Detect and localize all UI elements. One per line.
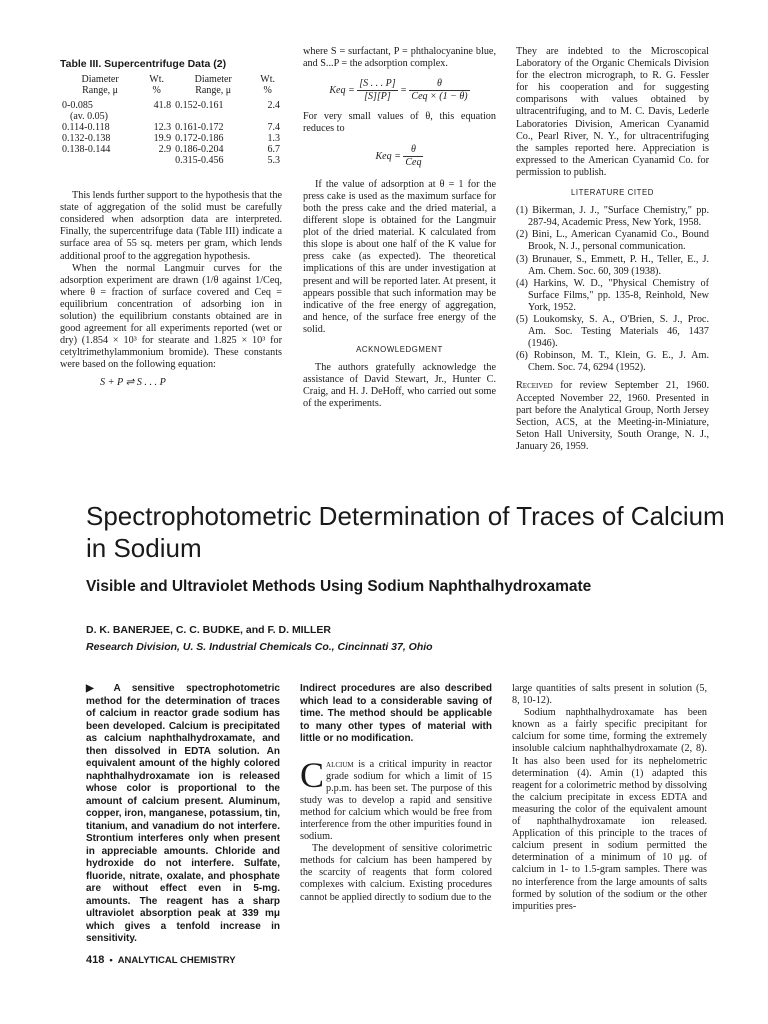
table-row: 0.114-0.118 12.3 0.161-0.172 7.4 — [62, 122, 280, 134]
table-header: Diameter Range, μ — [81, 74, 119, 97]
list-item: (3) Brunauer, S., Emmett, P. H., Teller, E., J. Am. Chem. Soc. 60, 309 (1938). — [516, 253, 709, 277]
top-column-3 — [516, 46, 709, 453]
top-column-1 — [60, 58, 282, 394]
section-heading: LITERATURE CITED — [570, 188, 655, 198]
equation-keq-reduced: Keq = $\frac{\theta}{\text{Ceq}}$ — [375, 143, 422, 168]
paragraph: The development of sensitive colorimetric methods for calcium has been hampered by the scarcity of reagents that form colored complexes with calcium. Existing procedures cannot be applied directly to sodium due to the — [300, 843, 492, 903]
table-row: (av. 0.05) — [70, 111, 108, 123]
reference-list — [516, 205, 709, 374]
top-column-2 — [303, 46, 496, 410]
bullet-icon: • — [109, 955, 113, 966]
paragraph: Sodium naphthalhydroxamate has been known as a fairly specific precipitant for calcium for some time, forming the extremely insoluble calcium naphthalhydroxamate (2, 8). It has also been used for its nephelometric determination (4). Amin (1) adapted this reagent for a colorimetric method by dissolving the calcium precipitate in excess EDTA and measuring the color of the equivalent amount of naphthalhydroxamate ion released. Application of this principle to the traces of calcium present in sodium permitted the determination of a minimum of 10 μg. of calcium in 1- to 1.5-gram samples. There was no interference from the large amounts of salts formed by solution of the sodium or the other impurities pres- — [512, 707, 707, 912]
table-header: Wt. % — [149, 74, 165, 97]
list-item: (6) Robinson, M. T., Klein, G. E., J. Am. Chem. Soc. 74, 6294 (1952). — [516, 350, 709, 374]
table-row: 0.132-0.138 19.9 0.172-0.186 1.3 — [62, 133, 280, 145]
affiliation: Research Division, U. S. Industrial Chemicals Co., Cincinnati 37, Ohio — [86, 641, 433, 653]
table-row: 0.315-0.456 5.3 — [175, 155, 280, 167]
paragraph: They are indebted to the Microscopical Laboratory of the Organic Chemicals Division for the electron micrograph, to R. G. Fessler for his cooperation and for suggesting comparisons with values obtained by ultracentrifuging, and to M. C. Davis, Lederle Laboratories Division, American Cyanamid Co., Pearl River, N. Y., for ultracentrifuging the samples reported here. Appreciation is expressed to the American Cyanamid Co. for permission to publish. — [516, 46, 709, 178]
abstract-text: ▶ A sensitive spectrophotometric method for the determination of traces of calcium in reactor grade sodium has been developed. Calcium is precipitated as calcium naphthalhydroxamate, and then dissolved in EDTA solution. An equivalent amount of the highly colored naphthalhydroxamate ion is released whose color is proportional to the amount of calcium present. Aluminum, copper, iron, manganese, potassium, tin, titanium, and vanadium do not interfere. Strontium interferes only when present in appreciable amounts. Chloride and hydroxide do not interfere. Sulfate, fluoride, nitrate, oxalate, and phosphate are without effect even in 5-mg. amounts. The reagent has a sharp ultraviolet absorption peak at 339 mμ which gives a tenfold increase in sensitivity. — [86, 683, 280, 944]
page-footer — [86, 954, 236, 966]
paragraph: The authors gratefully acknowledge the assistance of David Stewart, Jr., Hunter C. Craig, and H. J. DeHoff, who carried out some of the experiments. — [303, 362, 496, 410]
triangle-icon: ▶ — [86, 683, 103, 694]
abstract — [86, 683, 280, 946]
bottom-column-2 — [300, 683, 492, 904]
page-number: 418 — [86, 954, 105, 966]
list-item: (2) Bini, L., American Cyanamid Co., Bound Brook, N. J., personal communication. — [516, 229, 709, 253]
paragraph: Calcium is a critical impurity in reactor grade sodium for which a limit of 15 p.p.m. has been set. The purpose of this study was to develop a rapid and sensitive method for calcium which would be free from interference from the other impurities found in sodium. — [300, 754, 492, 843]
list-item: (1) Bikerman, J. J., "Surface Chemistry," pp. 287-94, Academic Press, New York, 1958. — [516, 205, 709, 229]
list-item: (4) Harkins, W. D., "Physical Chemistry of Surface Films," pp. 135-8, Reinhold, New York, 1952. — [516, 277, 709, 313]
table-header: Diameter Range, μ — [194, 74, 232, 97]
paragraph: When the normal Langmuir curves for the adsorption experiment are drawn (1/θ against 1/Ceq, where θ = fraction of surface covered and Ceq = equilibrium concentration of adsorbing ion in solution) the equilibrium constants obtained are in good agreement for all experiments reported (wet or dry) (1.854 × 10³ for stearate and 1.825 × 10³ for cetyltrimethylammonium bromide). These constants were based on the following equation: — [60, 262, 282, 371]
abstract-text-cont: Indirect procedures are also described which lead to a considerable saving of time. The method should be applicable to many other types of material with little or no modification. — [300, 683, 492, 744]
journal-name: ANALYTICAL CHEMISTRY — [117, 955, 236, 966]
authors: D. K. BANERJEE, C. C. BUDKE, and F. D. MILLER — [86, 624, 332, 636]
section-heading: ACKNOWLEDGMENT — [356, 344, 443, 354]
equation: S + P ⇌ S . . . P — [100, 376, 166, 388]
table-3-title: Table III. Supercentrifuge Data (2) — [60, 58, 227, 70]
article-title: Spectrophotometric Determination of Traces of Calcium in Sodium — [86, 501, 725, 563]
paragraph: large quantities of salts present in solution (5, 8, 10-12). — [512, 683, 707, 707]
article-subtitle: Visible and Ultraviolet Methods Using Sodium Naphthalhydroxamate — [86, 578, 592, 595]
received-note: Received for review September 21, 1960. Accepted November 22, 1960. Presented in part before the Analytical Group, North Jersey Section, ACS, at the Meeting-in-Miniature, Seton Hall University, South Orange, N. J., January 26, 1959. — [516, 380, 709, 452]
equation-keq: Keq = $\frac{[S . . . P]}{[S][P]}$ = $\frac{\theta}{\text{Ceq × (1 − θ)}}$ — [329, 78, 468, 103]
drop-cap: C — [300, 754, 325, 795]
paragraph: where S = surfactant, P = phthalocyanine blue, and S...P = the adsorption complex. — [303, 46, 496, 70]
table-row: 0-0.085 41.8 0.152-0.161 2.4 — [62, 100, 280, 112]
paragraph: If the value of adsorption at θ = 1 for the press cake is used as the maximum surface for both the press cake and the dried material, a different slope is obtained for the Langmuir plot of the dried material. K calculated from this slope is about one half of the K value for press cake (as expected). The theoretical implications of this are under investigation at present and will be reported later. At present, it appears possible that such information may be indicative of the free energy of aggregation, and hence, of the surface free energy of the solid. — [303, 178, 496, 335]
paragraph: For very small values of θ, this equation reduces to — [303, 111, 496, 135]
bottom-column-3 — [512, 683, 707, 913]
list-item: (5) Loukomsky, S. A., O'Brien, S. J., Proc. Am. Soc. Testing Materials 46, 1437 (1946). — [516, 313, 709, 350]
table-3 — [60, 74, 282, 166]
paragraph: This lends further support to the hypothesis that the state of aggregation of the solid must be carefully considered when adsorption data are interpreted. Finally, the supercentrifuge data (Table III) indicate a surface area of 55 sq. meters per gram, which lends additional proof to the aggregation hypothesis. — [60, 190, 282, 262]
table-header: Wt. % — [260, 74, 276, 97]
table-row: 0.138-0.144 2.9 0.186-0.204 6.7 — [62, 144, 280, 156]
